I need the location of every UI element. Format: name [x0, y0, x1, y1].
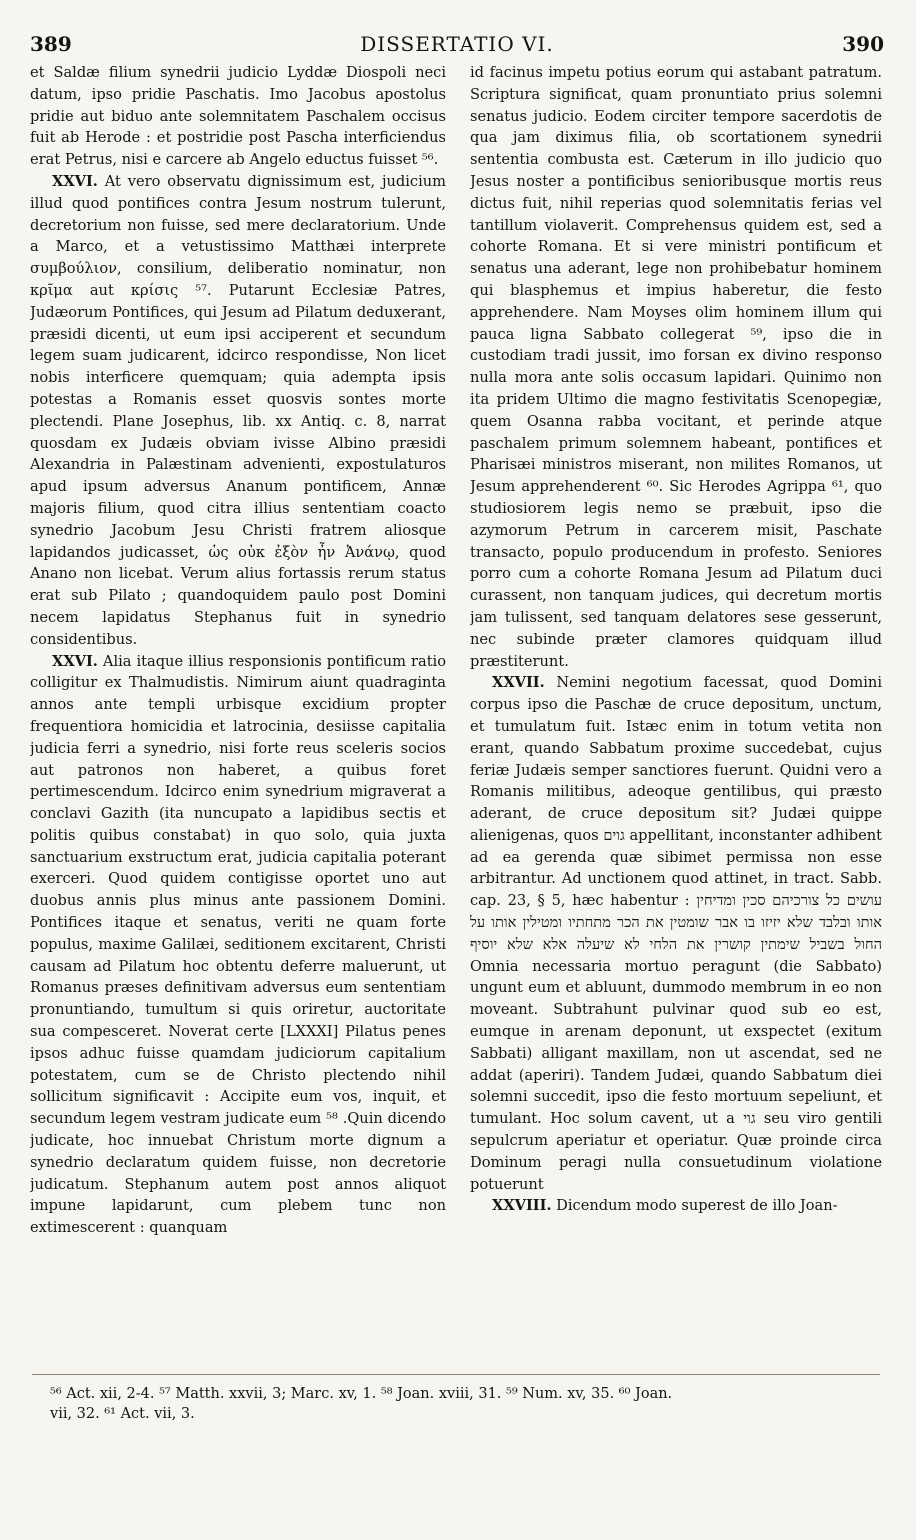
hebrew-quotation: עושים כל צורכיהם סכין ומדיחין אותו ובלבד שלא יזיזו בו אבר שומטין את הכר מתחתיו ומטילין אותו על החול בשביל שימתין קושרין את הלחי לא שיעלה אלא שלא יוסיף [470, 892, 882, 953]
paragraph-continued: et Saldæ filium synedrii judicio Lyddæ Diospoli neci datum, ipso pridie Paschatis. Imo Jacobus apostolus pridie aut biduo ante solemnitatem Paschalem occisus fuit ab Herode : et postridie post Pascha interficiendus erat Petrus, nisi e carcere ab Angelo eductus fuisset ⁵⁶. [30, 64, 446, 169]
hebrew-word-goyim: גוים [603, 826, 625, 844]
left-column [30, 62, 446, 1380]
footnote-line: vii, 32. ⁶¹ Act. vii, 3. [50, 1406, 195, 1422]
paragraph-text: Dicendum modo superest de illo Joan- [556, 1197, 838, 1215]
section-number: XXVIII. [492, 1197, 552, 1215]
paragraph-text: At vero observatu dignissimum est, judicium illud quod pontifices contra Jesum nostrum tulerunt, decretorium non fuisse, sed mere declaratorium. Unde a Marco, et a vetustissimo Matthæi interprete συμβούλιον, consilium, deliberatio nominatur, non κρῖμα aut κρίσις ⁵⁷. Putarunt Ecclesiæ Patres, Judæorum Pontifices, qui Jesum ad Pilatum deduxerant, præsidi dicenti, ut eum ipsi acciperent et secundum legem suam judicarent, idcirco respondisse, Non licet nobis interficere quemquam; quia adempta ipsis potestas a Romanis esset quosvis sontes morte plectendi. Plane Josephus, lib. xx Antiq. c. 8, narrat quosdam ex Judæis obviam ivisse Albino præsidi Alexandria in Palæstinam advenienti, expostulaturos apud ipsum adversus Ananum pontificem, Annæ majoris filium, quod citra illius sententiam coacto synedrio Jacobum Jesu Christi fratrem aliosque lapidandos judicasset, ὡς οὐκ ἐξὸν ἦν Ἀνάνῳ, quod Anano non licebat. Verum alius fortassis rerum status erat sub Pilato ; quandoquidem paulo post Domini necem lapidatus Stephanus fuit in synedrio considentibus. [30, 172, 446, 648]
section-number: XXVI. [52, 172, 98, 190]
paragraph-text: Nemini negotium facessat, quod Domini corpus ipso die Paschæ de cruce depositum, unctum, et tumulatum fuit. Istæc enim in totum vetita non erant, quando Sabbatum proxime succedebat, cujus feriæ Judæis semper sanctiores fuerunt. Quidni vero a Romanis militibus, adeoque gentilibus, qui præsto aderant, de cruce depositum sit? Judæi quippe alienigenas, quos [470, 674, 882, 844]
paragraph-section-xxvii [470, 672, 882, 1195]
footnote-divider [32, 1374, 880, 1375]
hebrew-word-goy: גוי [743, 1110, 756, 1128]
running-title: DISSERTATIO VI. [360, 32, 554, 56]
paragraph-section-xxvi-b [30, 651, 446, 1240]
paragraph-text: Alia itaque illius responsionis pontificum ratio colligitur ex Thalmudistis. Nimirum aiunt quadraginta annos ante templi urbisque excidium propter frequentiora homicidia et latrocinia, desiisse capitalia judicia ferri a synedrio, nisi forte reus sceleris socios aut patronos non haberet, a quibus foret pertimescendum. Idcirco enim synedrium migraverat a conclavi Gazith (ita nuncupato a lapidibus sectis et politis quibus constabat) in quo solo, quia juxta sanctuarium exstructum erat, judicia capitalia poterant exerceri. Quod quidem contigisse oportet uno aut duobus annis plus minus ante passionem Domini. Pontifices itaque et senatus, veriti ne quam forte populus, maxime Galilæi, seditionem excitarent, Christi causam ad Pilatum hoc obtentu deferre maluerunt, ut Romanus præses definitivam adversus eum sententiam pronuntiando, tumultum si quis oriretur, auctoritate sua compesceret. Noverat certe [LXXXI] Pilatus penes ipsos adhuc fuisse quamdam judiciorum capitalium potestatem, cum se de Christo plectendo nihil sollicitum significavit : Accipite eum vos, inquit, et secundum legem vestram judicate eum ⁵⁸ .Quin dicendo judicate, hoc innuebat Christum morte dignum a synedrio declaratum quidem fuisse, non decretorie judicatum. Stephanum autem post annos aliquot impune lapidarunt, cum plebem tunc non extimescerent : quanquam [30, 652, 446, 1237]
section-number: XXVII. [492, 674, 545, 692]
running-header [30, 32, 884, 58]
paragraph-text: Omnia necessaria mortuo peragunt (die Sabbato) ungunt eum et abluunt, dummodo membrum in eo non moveant. Subtrahunt pulvinar quod sub eo est, eumque in arenam deponunt, ut exspectet (exitum Sabbati) alligant maxillam, non ut ascendat, sed ne addat (aperiri). Tandem Judæi, quando Sabbatum diei solemni succedit, ipso die festo mortuum sepeliunt, et tumulant. Hoc solum cavent, ut a [470, 957, 882, 1128]
page-number-left: 389 [30, 32, 72, 56]
paragraph-continued: id facinus impetu potius eorum qui astabant patratum. Scriptura significat, quam pronuntiato prius solemni senatus judicio. Eodem circiter tempore sacerdotis de qua jam diximus filia, ob scortationem synedrii sententia combusta est. Cæterum in illo judicio quo Jesus noster a pontificibus senioribusque mortis reus dictus fuit, nihil reperias quod solemnitatis ferias vel tantillum violaverit. Comprehensus quidem est, sed a cohorte Romana. Et si vere ministri pontificum et senatus una aderant, lege non prohibebatur hominem qui blasphemus et impius haberetur, die festo apprehendere. Nam Moyses olim hominem illum qui pauca ligna Sabbato collegerat ⁵⁹, ipso die in custodiam tradi jussit, imo forsan ex divino responso nulla mora ante solis occasum lapidari. Quinimo non ita pridem Ultimo die magno festivitatis Scenopegiæ, quem Osanna rabba vocitant, et perinde atque paschalem primum solemnem habeant, pontifices et Pharisæi ministros miserant, non milites Romanos, ut Jesum apprehenderent ⁶⁰. Sic Herodes Agrippa ⁶¹, quo studiosiorem legis nemo se præbuit, ipso die azymorum Petrum in carcerem misit, Paschate transacto, populo producendum in profesto. Seniores porro cum a cohorte Romana Jesum ad Pilatum duci curassent, non tanquam judices, qui decretum mortis jam tulissent, sed tanquam delatores sese gesserunt, nec subinde præter clamores quidquam illud præstiterunt. [470, 64, 882, 670]
right-column [470, 62, 882, 1380]
footnote-line: ⁵⁶ Act. xii, 2-4. ⁵⁷ Matth. xxvii, 3; Marc. xv, 1. ⁵⁸ Joan. xviii, 31. ⁵⁹ Num. xv, 35. ⁶⁰ Joan. [50, 1386, 673, 1402]
paragraph-text: appellitant, inconstanter adhibent ad ea gerenda quæ sibimet permissa non esse arbitrantur. Ad unctionem quod attinet, in tract. Sabb. cap. 23, § 5, hæc habentur : [470, 826, 882, 910]
paragraph-section-xxviii [470, 1195, 882, 1217]
page-number-right: 390 [842, 32, 884, 56]
section-number: XXVI. [52, 652, 98, 670]
paragraph-text: seu viro gentili sepulcrum aperiatur et operiatur. Quæ proinde circa Dominum peragi nulla consuetudinum violatione potuerunt [470, 1110, 882, 1193]
paragraph-section-xxvi-a [30, 171, 446, 651]
footnotes [50, 1384, 880, 1430]
